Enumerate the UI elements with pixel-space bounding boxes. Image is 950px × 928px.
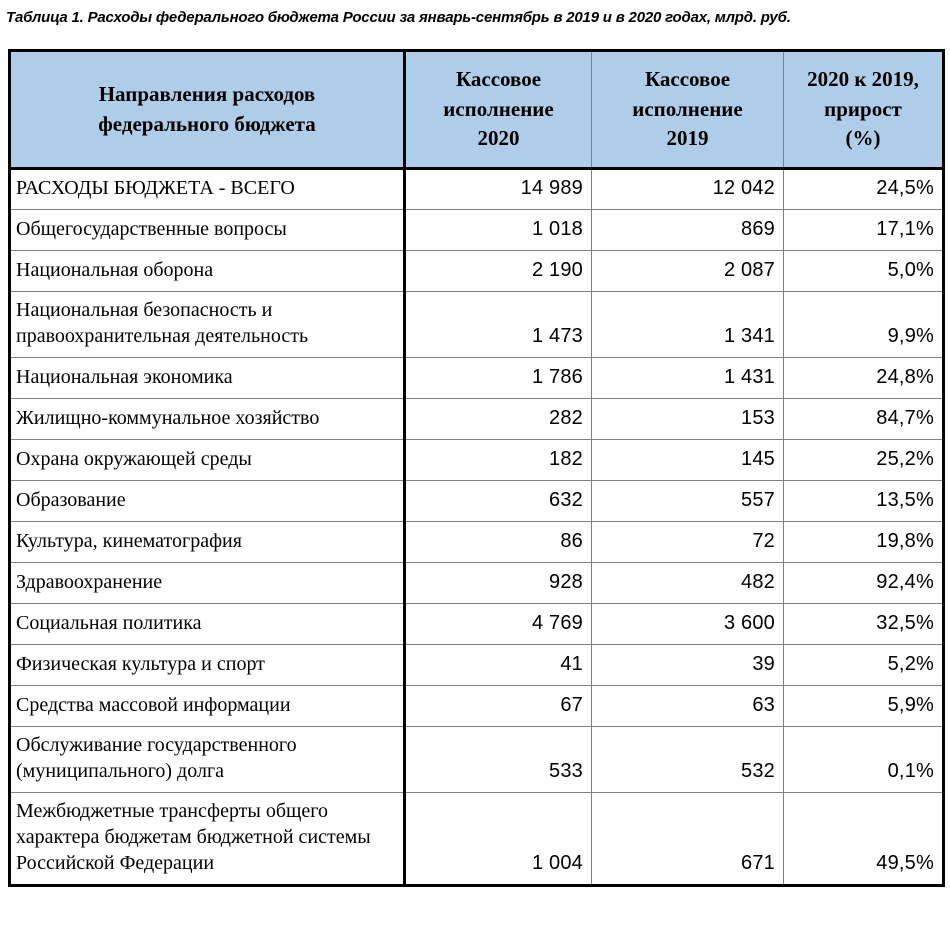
row-exec-2019: 145 — [592, 440, 784, 481]
row-exec-2019: 557 — [592, 481, 784, 522]
table-row — [10, 481, 944, 522]
row-exec-2020: 928 — [405, 563, 592, 604]
row-exec-2020: 632 — [405, 481, 592, 522]
row-growth: 32,5% — [784, 604, 944, 645]
row-exec-2020: 1 786 — [405, 358, 592, 399]
table-row — [10, 604, 944, 645]
row-exec-2019: 532 — [592, 727, 784, 793]
row-growth: 24,8% — [784, 358, 944, 399]
header-growth-line: 2020 к 2019, — [807, 66, 919, 91]
table-row — [10, 793, 944, 886]
row-exec-2020: 4 769 — [405, 604, 592, 645]
table-row — [10, 522, 944, 563]
table-caption: Таблица 1. Расходы федерального бюджета России за январь-сентябрь в 2019 и в 2020 годах, млрд. руб. — [6, 9, 791, 26]
row-growth: 5,2% — [784, 645, 944, 686]
header-exec-2020 — [405, 51, 592, 169]
row-exec-2020: 41 — [405, 645, 592, 686]
table-row — [10, 210, 944, 251]
row-exec-2019: 12 042 — [592, 169, 784, 210]
row-label: Межбюджетные трансферты общего характера бюджетам бюджетной системы Российской Федерации — [10, 793, 405, 886]
row-exec-2020: 14 989 — [405, 169, 592, 210]
row-label: Национальная экономика — [10, 358, 405, 399]
header-growth — [784, 51, 944, 169]
row-exec-2020: 1 004 — [405, 793, 592, 886]
row-growth: 49,5% — [784, 793, 944, 886]
table-row — [10, 169, 944, 210]
row-exec-2019: 2 087 — [592, 251, 784, 292]
row-exec-2020: 1 018 — [405, 210, 592, 251]
row-exec-2020: 1 473 — [405, 292, 592, 358]
row-exec-2019: 671 — [592, 793, 784, 886]
row-growth: 17,1% — [784, 210, 944, 251]
table-row — [10, 645, 944, 686]
row-exec-2019: 3 600 — [592, 604, 784, 645]
row-label: Национальная безопасность и правоохранительная деятельность — [10, 292, 405, 358]
row-label: Социальная политика — [10, 604, 405, 645]
header-category-line: федерального бюджета — [98, 111, 316, 136]
row-growth: 5,9% — [784, 686, 944, 727]
row-growth: 9,9% — [784, 292, 944, 358]
row-label: Обслуживание государственного (муниципального) долга — [10, 727, 405, 793]
header-exec-2019-line: 2019 — [666, 126, 709, 151]
row-exec-2020: 182 — [405, 440, 592, 481]
table-row — [10, 563, 944, 604]
row-exec-2019: 1 431 — [592, 358, 784, 399]
table-row — [10, 686, 944, 727]
row-growth: 25,2% — [784, 440, 944, 481]
row-exec-2020: 67 — [405, 686, 592, 727]
row-exec-2019: 1 341 — [592, 292, 784, 358]
table-row — [10, 292, 944, 358]
header-exec-2020-line: исполнение — [443, 96, 554, 121]
row-growth: 24,5% — [784, 169, 944, 210]
header-exec-2019-line: Кассовое — [644, 66, 731, 91]
row-label: Общегосударственные вопросы — [10, 210, 405, 251]
row-growth: 13,5% — [784, 481, 944, 522]
row-exec-2019: 482 — [592, 563, 784, 604]
header-exec-2019-line: исполнение — [632, 96, 743, 121]
row-label: Культура, кинематография — [10, 522, 405, 563]
row-label: Образование — [10, 481, 405, 522]
row-exec-2019: 869 — [592, 210, 784, 251]
table-row — [10, 727, 944, 793]
budget-table — [8, 49, 945, 887]
header-exec-2020-line: Кассовое — [455, 66, 542, 91]
row-exec-2019: 72 — [592, 522, 784, 563]
row-growth: 0,1% — [784, 727, 944, 793]
row-exec-2020: 533 — [405, 727, 592, 793]
row-exec-2020: 2 190 — [405, 251, 592, 292]
row-label: Здравоохранение — [10, 563, 405, 604]
header-category — [10, 51, 405, 169]
header-growth-line: прирост — [824, 96, 902, 121]
table-row — [10, 358, 944, 399]
row-label: РАСХОДЫ БЮДЖЕТА - ВСЕГО — [10, 169, 405, 210]
row-label: Физическая культура и спорт — [10, 645, 405, 686]
row-exec-2020: 282 — [405, 399, 592, 440]
header-exec-2020-line: 2020 — [477, 126, 520, 151]
table-header-row — [10, 51, 944, 169]
header-growth-line: (%) — [845, 126, 881, 151]
row-growth: 5,0% — [784, 251, 944, 292]
row-label: Средства массовой информации — [10, 686, 405, 727]
row-label: Охрана окружающей среды — [10, 440, 405, 481]
row-exec-2019: 39 — [592, 645, 784, 686]
table-row — [10, 440, 944, 481]
row-label: Жилищно-коммунальное хозяйство — [10, 399, 405, 440]
header-category-line: Направления расходов — [98, 81, 316, 106]
table-row — [10, 251, 944, 292]
table-row — [10, 399, 944, 440]
row-growth: 84,7% — [784, 399, 944, 440]
row-growth: 92,4% — [784, 563, 944, 604]
row-label: Национальная оборона — [10, 251, 405, 292]
row-exec-2020: 86 — [405, 522, 592, 563]
row-exec-2019: 153 — [592, 399, 784, 440]
header-exec-2019 — [592, 51, 784, 169]
row-exec-2019: 63 — [592, 686, 784, 727]
row-growth: 19,8% — [784, 522, 944, 563]
